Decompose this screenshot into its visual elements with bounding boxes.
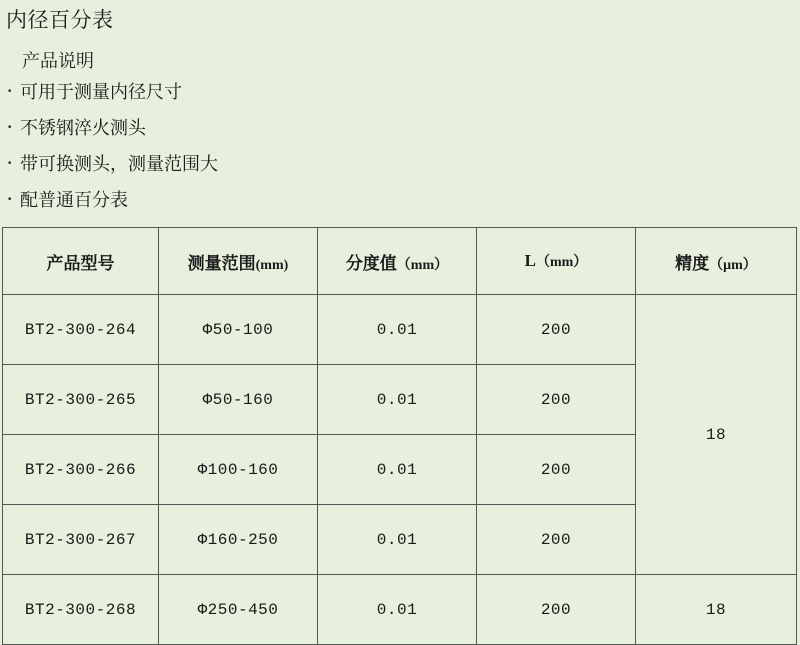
cell-graduation: 0.01	[317, 505, 476, 575]
page-title: 内径百分表	[6, 8, 114, 32]
header-text: 产品型号	[46, 253, 115, 273]
specification-table	[2, 227, 797, 645]
cell-length: 200	[476, 435, 635, 505]
cell-model: BT2-300-266	[3, 435, 159, 505]
cell-graduation: 0.01	[317, 435, 476, 505]
list-item: · 配普通百分表	[4, 191, 800, 209]
header-unit: （mm）	[535, 255, 588, 271]
column-header-model	[3, 228, 159, 295]
table-row	[3, 295, 797, 365]
header-unit: （mm）	[396, 257, 449, 273]
header-text: 分度值	[345, 253, 397, 273]
cell-length: 200	[476, 505, 635, 575]
cell-length: 200	[476, 295, 635, 365]
cell-range: Φ160-250	[158, 505, 317, 575]
list-item: · 带可换测头，测量范围大	[4, 155, 800, 173]
cell-model: BT2-300-268	[3, 575, 159, 645]
cell-model: BT2-300-265	[3, 365, 159, 435]
header-unit: （μm）	[709, 257, 757, 273]
column-header-range	[158, 228, 317, 295]
column-header-accuracy	[635, 228, 796, 295]
cell-accuracy-merged: 18	[635, 295, 796, 575]
cell-model: BT2-300-264	[3, 295, 159, 365]
cell-graduation: 0.01	[317, 575, 476, 645]
header-text: 测量范围	[187, 253, 256, 273]
cell-range: Φ250-450	[158, 575, 317, 645]
list-item: · 可用于测量内径尺寸	[4, 83, 800, 101]
cell-model: BT2-300-267	[3, 505, 159, 575]
cell-graduation: 0.01	[317, 295, 476, 365]
cell-accuracy: 18	[635, 575, 796, 645]
table-header-row	[3, 228, 797, 295]
cell-length: 200	[476, 575, 635, 645]
table-row	[3, 575, 797, 645]
cell-range: Φ50-100	[158, 295, 317, 365]
column-header-length	[476, 228, 635, 295]
cell-graduation: 0.01	[317, 365, 476, 435]
cell-length: 200	[476, 365, 635, 435]
cell-range: Φ50-160	[158, 365, 317, 435]
feature-list	[0, 73, 800, 209]
section-subtitle: 产品说明	[22, 51, 94, 72]
list-item: · 不锈钢淬火测头	[4, 119, 800, 137]
column-header-graduation	[317, 228, 476, 295]
cell-range: Φ100-160	[158, 435, 317, 505]
header-unit: (mm)	[255, 257, 289, 273]
header-text: 精度	[675, 253, 710, 273]
header-text: L	[524, 251, 536, 271]
